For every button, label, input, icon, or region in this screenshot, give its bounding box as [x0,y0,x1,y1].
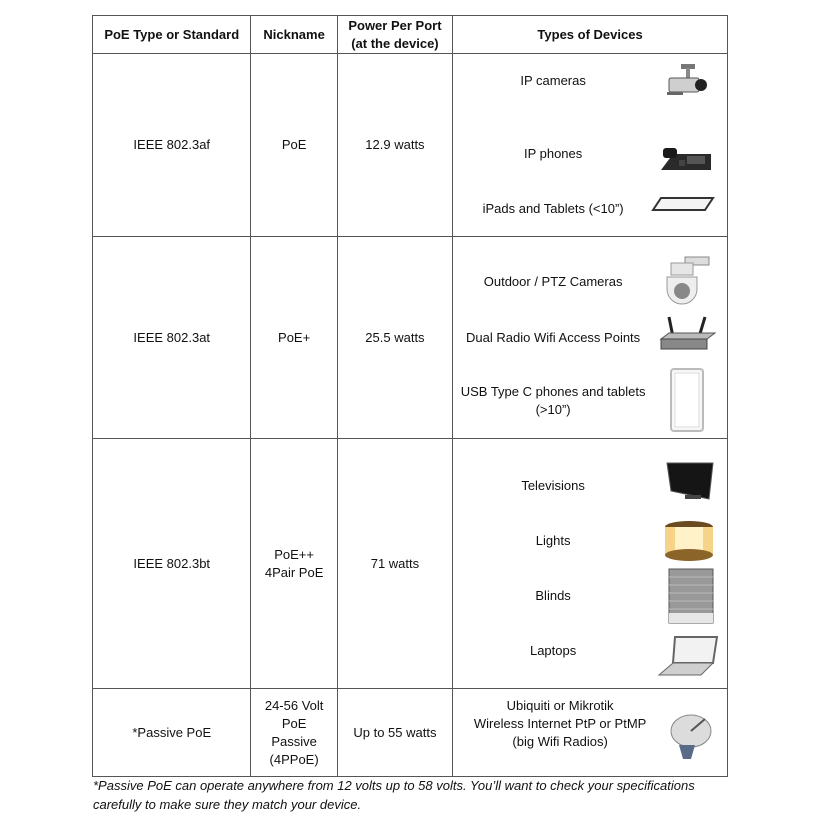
nickname-line: Passive [271,733,317,749]
device-label: Wireless Internet PtP or PtMP [473,716,647,731]
large-tablet-icon [667,367,707,433]
nickname-line: (4PPoE) [269,751,319,767]
device-label: Ubiquiti or Mikrotik [506,698,614,713]
blinds-icon [665,567,723,627]
power-cell: 71 watts [337,439,452,689]
header-power-line1: Power Per Port [348,17,442,33]
power-cell: 25.5 watts [337,237,452,439]
devices-cell [453,54,728,237]
ip-phone-icon [657,136,715,182]
header-nickname: Nickname [251,16,337,54]
header-power [337,16,452,54]
nickname-cell [251,439,337,689]
device-label: IP phones [523,146,583,161]
devices-cell [453,237,728,439]
power-cell: 12.9 watts [337,54,452,237]
device-label: Televisions [521,478,585,493]
nickname-cell [251,237,337,439]
nickname-line: 4Pair PoE [264,564,324,580]
device-label: Dual Radio Wifi Access Points [466,330,641,345]
ptz-camera-icon [657,255,715,307]
laptop-icon [655,633,721,679]
table-row [93,54,728,237]
nickname-line: PoE++ [274,546,314,562]
device-label: Blinds [535,588,571,603]
devices-cell [453,439,728,689]
light-icon [661,519,719,565]
header-row [93,16,728,54]
devices-cell [453,689,728,777]
footnote-line: *Passive PoE can operate anywhere from 12 volts up to 58 volts. You’ll want to check your specifications [93,778,695,793]
poe-standards-table [92,15,728,777]
device-label: IP cameras [520,73,586,88]
footnote-line: carefully to make sure they match your device. [93,797,362,812]
device-label: (>10”) [535,402,571,417]
footnote [93,776,733,814]
device-label: iPads and Tablets (<10”) [482,201,624,216]
standard-cell: IEEE 802.3bt [93,439,251,689]
header-devices: Types of Devices [453,16,728,54]
nickname-cell [251,689,337,777]
device-label: Laptops [529,643,577,658]
header-power-line2: (at the device) [351,35,439,51]
nickname-line: 24-56 Volt [264,697,324,713]
nickname-cell [251,54,337,237]
nickname-line: PoE+ [278,329,311,345]
satellite-dish-icon [665,709,723,763]
power-cell: Up to 55 watts [337,689,452,777]
ip-camera-icon [657,64,715,110]
nickname-line: PoE [281,715,307,731]
standard-cell: *Passive PoE [93,689,251,777]
access-point-icon [659,313,717,359]
header-type: PoE Type or Standard [93,16,251,54]
nickname-line: PoE [281,137,307,152]
table-row [93,237,728,439]
television-icon [663,461,721,507]
table-row [93,689,728,777]
device-label: USB Type C phones and tablets [460,384,646,399]
tablet-icon [649,194,717,218]
standard-cell: IEEE 802.3at [93,237,251,439]
device-label: (big Wifi Radios) [512,734,608,749]
standard-cell: IEEE 802.3af [93,54,251,237]
table-row [93,439,728,689]
device-label: Lights [535,533,571,548]
device-label: Outdoor / PTZ Cameras [483,274,623,289]
